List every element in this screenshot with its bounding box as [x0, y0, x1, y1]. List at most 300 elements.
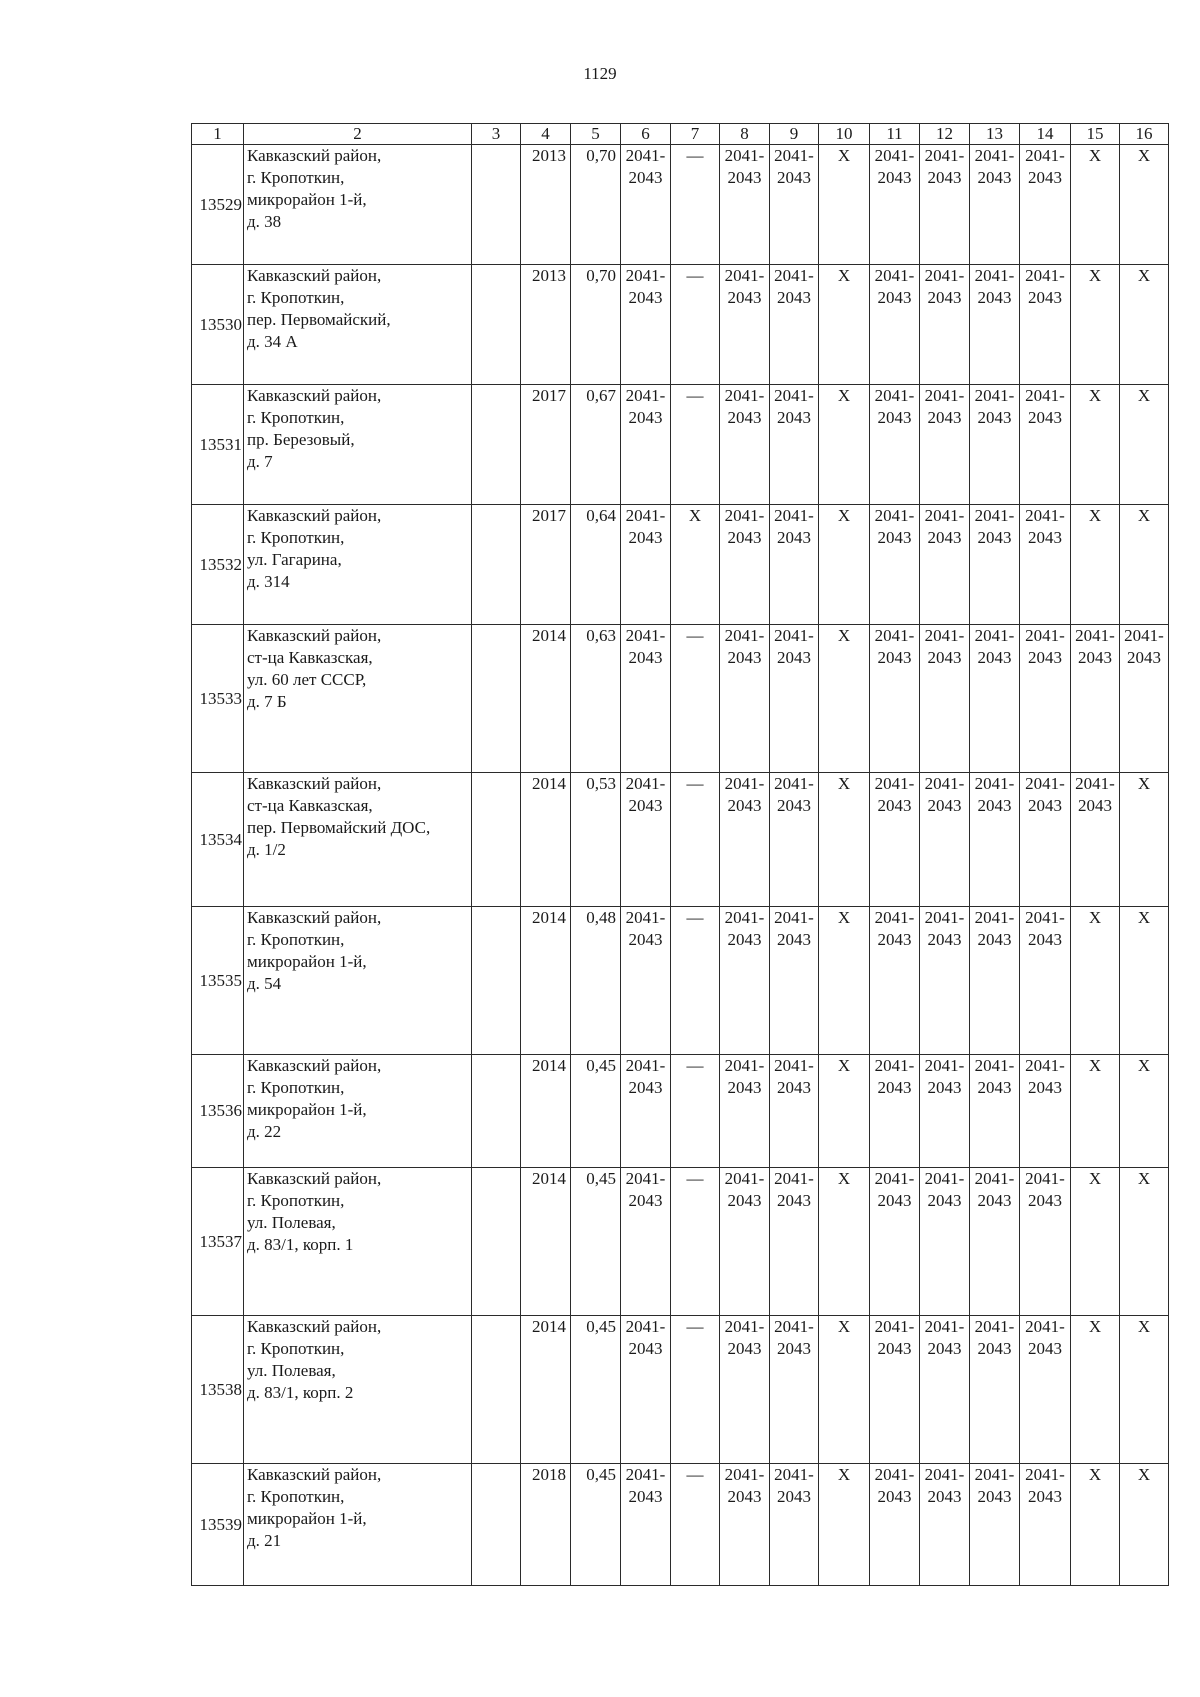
col8-period-line: 2043	[727, 1487, 762, 1506]
col16-value	[1120, 385, 1169, 505]
col8-period-line: 2043	[727, 930, 762, 949]
col13-period-line: 2043	[977, 528, 1012, 547]
address-line: г. Кропоткин,	[247, 168, 345, 187]
col13-period	[970, 1055, 1020, 1168]
table-row	[192, 385, 1169, 505]
col9-period	[770, 1316, 819, 1464]
col11-period-line: 2041-	[874, 1169, 915, 1188]
col13-period-line: 2043	[977, 930, 1012, 949]
col9-period	[770, 505, 819, 625]
record-number: 13532	[192, 505, 244, 625]
col6-period	[621, 505, 671, 625]
col3-value	[472, 625, 521, 773]
col11-period	[870, 145, 920, 265]
address-cell	[244, 145, 472, 265]
column-header: 10	[819, 124, 870, 145]
col14-period-line: 2041-	[1025, 266, 1065, 285]
col6-period-line: 2043	[628, 1339, 663, 1358]
col11-period-line: 2043	[877, 408, 912, 427]
col15-value-line: X	[1088, 1465, 1102, 1484]
column-header: 16	[1120, 124, 1169, 145]
address-line: г. Кропоткин,	[247, 408, 345, 427]
col3-value	[472, 145, 521, 265]
address-line: Кавказский район,	[247, 386, 382, 405]
col9-period-line: 2043	[777, 168, 811, 187]
col9-period-line: 2043	[777, 930, 811, 949]
col13-period	[970, 907, 1020, 1055]
col9-period-line: 2041-	[774, 506, 814, 525]
record-number: 13531	[192, 385, 244, 505]
col9-period-line: 2041-	[774, 1465, 814, 1484]
col3-value	[472, 1316, 521, 1464]
col16-value-line: X	[1137, 386, 1151, 405]
col11-period-line: 2043	[877, 1078, 912, 1097]
col8-period	[720, 1168, 770, 1316]
address-line: Кавказский район,	[247, 1169, 382, 1188]
address-line: микрорайон 1-й,	[247, 190, 367, 209]
address-line: г. Кропоткин,	[247, 528, 345, 547]
col14-period-line: 2041-	[1025, 146, 1065, 165]
col8-period-line: 2041-	[724, 506, 765, 525]
col15-value	[1071, 1316, 1120, 1464]
col6-period-line: 2041-	[625, 1317, 666, 1336]
record-number: 13538	[192, 1316, 244, 1464]
record-number: 13530	[192, 265, 244, 385]
col13-period-line: 2041-	[974, 1056, 1015, 1075]
col13-period-line: 2043	[977, 1339, 1012, 1358]
col8-period-line: 2043	[727, 168, 762, 187]
col6-period	[621, 625, 671, 773]
col13-period-line: 2041-	[974, 1169, 1015, 1188]
col14-period-line: 2041-	[1025, 1465, 1065, 1484]
col6-period-line: 2041-	[625, 1169, 666, 1188]
col15-value	[1071, 505, 1120, 625]
col12-period	[920, 1464, 970, 1586]
col14-period-line: 2043	[1028, 930, 1062, 949]
col12-period-line: 2043	[927, 1487, 962, 1506]
wear-value: 0,45	[571, 1316, 621, 1464]
col15-value	[1071, 1464, 1120, 1586]
col8-period-line: 2041-	[724, 266, 765, 285]
col7-value: —	[671, 1316, 720, 1464]
col15-value-line: X	[1088, 908, 1102, 927]
year-value: 2017	[521, 505, 571, 625]
col7-value: —	[671, 265, 720, 385]
col15-value	[1071, 1168, 1120, 1316]
wear-value: 0,53	[571, 773, 621, 907]
column-header: 1	[192, 124, 244, 145]
column-header: 9	[770, 124, 819, 145]
col3-value	[472, 505, 521, 625]
col13-period	[970, 625, 1020, 773]
col6-period	[621, 907, 671, 1055]
col15-value-line: X	[1088, 266, 1102, 285]
column-header-row	[192, 124, 1169, 145]
col11-period-line: 2043	[877, 288, 912, 307]
col14-period	[1020, 505, 1071, 625]
col15-value	[1071, 773, 1120, 907]
column-header: 5	[571, 124, 621, 145]
address-line: д. 7 Б	[247, 692, 287, 711]
address-line: ст-ца Кавказская,	[247, 648, 373, 667]
col8-period-line: 2041-	[724, 146, 765, 165]
col8-period-line: 2043	[727, 1191, 762, 1210]
column-header: 3	[472, 124, 521, 145]
wear-value: 0,48	[571, 907, 621, 1055]
col8-period-line: 2043	[727, 1339, 762, 1358]
address-line: пер. Первомайский ДОС,	[247, 818, 431, 837]
record-number: 13536	[192, 1055, 244, 1168]
address-line: г. Кропоткин,	[247, 930, 345, 949]
col13-period-line: 2043	[977, 1487, 1012, 1506]
col14-period-line: 2041-	[1025, 774, 1065, 793]
col8-period	[720, 1316, 770, 1464]
col8-period-line: 2041-	[724, 908, 765, 927]
col11-period-line: 2041-	[874, 1317, 915, 1336]
col6-period-line: 2041-	[625, 146, 666, 165]
record-number: 13533	[192, 625, 244, 773]
address-line: д. 38	[247, 212, 282, 231]
col12-period-line: 2043	[927, 408, 962, 427]
address-line: д. 314	[247, 572, 290, 591]
table-row	[192, 907, 1169, 1055]
col13-period	[970, 385, 1020, 505]
col16-value	[1120, 625, 1169, 773]
col11-period-line: 2043	[877, 1339, 912, 1358]
table-row	[192, 145, 1169, 265]
col13-period	[970, 1464, 1020, 1586]
address-line: ул. Полевая,	[247, 1361, 336, 1380]
col14-period	[1020, 1055, 1071, 1168]
year-value: 2018	[521, 1464, 571, 1586]
col11-period-line: 2043	[877, 796, 912, 815]
col9-period	[770, 773, 819, 907]
address-line: д. 7	[247, 452, 273, 471]
address-line: Кавказский район,	[247, 1317, 382, 1336]
address-line: микрорайон 1-й,	[247, 1100, 367, 1119]
table-row	[192, 625, 1169, 773]
column-header: 4	[521, 124, 571, 145]
col11-period-line: 2043	[877, 930, 912, 949]
col15-value-line: X	[1088, 386, 1102, 405]
col16-value-line: X	[1137, 1465, 1151, 1484]
col15-value	[1071, 145, 1120, 265]
col6-period-line: 2043	[628, 168, 663, 187]
column-header: 6	[621, 124, 671, 145]
address-line: ул. 60 лет СССР,	[247, 670, 367, 689]
col14-period	[1020, 1464, 1071, 1586]
col11-period	[870, 1055, 920, 1168]
address-line: пер. Первомайский,	[247, 310, 391, 329]
col16-value	[1120, 1316, 1169, 1464]
col9-period-line: 2043	[777, 796, 811, 815]
col8-period-line: 2041-	[724, 626, 765, 645]
col6-period-line: 2041-	[625, 1056, 666, 1075]
col6-period	[621, 773, 671, 907]
col16-value	[1120, 907, 1169, 1055]
col15-value-line: X	[1088, 146, 1102, 165]
col11-period	[870, 1316, 920, 1464]
col12-period-line: 2043	[927, 288, 962, 307]
col11-period	[870, 385, 920, 505]
col9-period-line: 2041-	[774, 146, 814, 165]
wear-value: 0,67	[571, 385, 621, 505]
col11-period-line: 2041-	[874, 908, 915, 927]
col9-period-line: 2041-	[774, 1056, 814, 1075]
col14-period-line: 2043	[1028, 1078, 1062, 1097]
col11-period-line: 2041-	[874, 1056, 915, 1075]
col11-period-line: 2043	[877, 168, 912, 187]
wear-value: 0,70	[571, 145, 621, 265]
col16-value-line: X	[1137, 774, 1151, 793]
col8-period	[720, 773, 770, 907]
col11-period	[870, 773, 920, 907]
col13-period	[970, 1168, 1020, 1316]
col12-period-line: 2041-	[924, 1317, 965, 1336]
col15-value-line: 2043	[1078, 648, 1112, 667]
col9-period-line: 2041-	[774, 1317, 814, 1336]
col7-value: —	[671, 625, 720, 773]
table-row	[192, 773, 1169, 907]
col3-value	[472, 1168, 521, 1316]
col10-value: X	[819, 1168, 870, 1316]
col10-value: X	[819, 625, 870, 773]
col3-value	[472, 1464, 521, 1586]
col16-value-line: X	[1137, 908, 1151, 927]
col14-period	[1020, 145, 1071, 265]
col13-period-line: 2043	[977, 288, 1012, 307]
col9-period	[770, 265, 819, 385]
col16-value	[1120, 1464, 1169, 1586]
col12-period	[920, 1168, 970, 1316]
col7-value: —	[671, 1464, 720, 1586]
col12-period-line: 2041-	[924, 908, 965, 927]
col11-period	[870, 1464, 920, 1586]
col12-period-line: 2043	[927, 1078, 962, 1097]
col11-period	[870, 1168, 920, 1316]
col16-value	[1120, 1168, 1169, 1316]
col13-period-line: 2041-	[974, 774, 1015, 793]
address-line: Кавказский район,	[247, 908, 382, 927]
col13-period-line: 2043	[977, 408, 1012, 427]
col11-period-line: 2043	[877, 1487, 912, 1506]
col14-period-line: 2043	[1028, 408, 1062, 427]
year-value: 2014	[521, 1055, 571, 1168]
address-cell	[244, 1316, 472, 1464]
col11-period-line: 2041-	[874, 506, 915, 525]
address-cell	[244, 1464, 472, 1586]
col9-period-line: 2043	[777, 648, 811, 667]
col13-period-line: 2041-	[974, 386, 1015, 405]
col14-period-line: 2043	[1028, 1339, 1062, 1358]
column-header: 14	[1020, 124, 1071, 145]
address-cell	[244, 265, 472, 385]
address-line: Кавказский район,	[247, 1465, 382, 1484]
page-number: 1129	[583, 64, 617, 83]
col14-period-line: 2041-	[1025, 908, 1065, 927]
col6-period-line: 2041-	[625, 908, 666, 927]
col6-period-line: 2041-	[625, 774, 666, 793]
col13-period-line: 2041-	[974, 146, 1015, 165]
col10-value: X	[819, 773, 870, 907]
col9-period	[770, 1464, 819, 1586]
address-line: д. 21	[247, 1531, 282, 1550]
column-header: 12	[920, 124, 970, 145]
col12-period-line: 2041-	[924, 626, 965, 645]
column-header: 11	[870, 124, 920, 145]
col13-period	[970, 145, 1020, 265]
col14-period	[1020, 625, 1071, 773]
column-header: 2	[244, 124, 472, 145]
col15-value	[1071, 907, 1120, 1055]
address-line: д. 83/1, корп. 2	[247, 1383, 354, 1402]
col13-period-line: 2043	[977, 1078, 1012, 1097]
col13-period-line: 2041-	[974, 908, 1015, 927]
col6-period	[621, 265, 671, 385]
col3-value	[472, 1055, 521, 1168]
col13-period	[970, 1316, 1020, 1464]
col12-period	[920, 1055, 970, 1168]
col8-period	[720, 907, 770, 1055]
record-number: 13529	[192, 145, 244, 265]
col11-period-line: 2043	[877, 528, 912, 547]
col7-value: —	[671, 773, 720, 907]
col8-period	[720, 145, 770, 265]
col13-period-line: 2041-	[974, 266, 1015, 285]
col3-value	[472, 907, 521, 1055]
col16-value-line: X	[1137, 146, 1151, 165]
address-line: Кавказский район,	[247, 146, 382, 165]
year-value: 2013	[521, 265, 571, 385]
col8-period-line: 2041-	[724, 774, 765, 793]
col14-period-line: 2041-	[1025, 506, 1065, 525]
col14-period-line: 2041-	[1025, 626, 1065, 645]
col13-period-line: 2043	[977, 796, 1012, 815]
address-cell	[244, 385, 472, 505]
table-body	[192, 124, 1169, 1586]
col16-value	[1120, 505, 1169, 625]
col12-period-line: 2041-	[924, 266, 965, 285]
col11-period-line: 2041-	[874, 1465, 915, 1484]
col10-value: X	[819, 1316, 870, 1464]
wear-value: 0,45	[571, 1464, 621, 1586]
col15-value-line: 2041-	[1075, 626, 1115, 645]
address-line: ст-ца Кавказская,	[247, 796, 373, 815]
col13-period-line: 2041-	[974, 1465, 1015, 1484]
col15-value	[1071, 265, 1120, 385]
col9-period	[770, 907, 819, 1055]
col12-period	[920, 1316, 970, 1464]
address-line: г. Кропоткин,	[247, 288, 345, 307]
wear-value: 0,70	[571, 265, 621, 385]
col14-period-line: 2043	[1028, 288, 1062, 307]
col10-value: X	[819, 145, 870, 265]
col6-period-line: 2043	[628, 648, 663, 667]
year-value: 2014	[521, 773, 571, 907]
address-cell	[244, 907, 472, 1055]
record-number: 13535	[192, 907, 244, 1055]
col12-period-line: 2043	[927, 1191, 962, 1210]
col10-value: X	[819, 907, 870, 1055]
col6-period	[621, 1168, 671, 1316]
col11-period	[870, 265, 920, 385]
table-row	[192, 265, 1169, 385]
table-row	[192, 1464, 1169, 1586]
col11-period-line: 2041-	[874, 774, 915, 793]
address-line: ул. Полевая,	[247, 1213, 336, 1232]
col6-period-line: 2043	[628, 1487, 663, 1506]
col11-period-line: 2041-	[874, 146, 915, 165]
address-line: д. 1/2	[247, 840, 286, 859]
col13-period-line: 2043	[977, 168, 1012, 187]
col7-value: —	[671, 145, 720, 265]
col6-period	[621, 1055, 671, 1168]
col6-period-line: 2043	[628, 528, 663, 547]
col8-period-line: 2043	[727, 528, 762, 547]
col15-value	[1071, 385, 1120, 505]
col7-value: —	[671, 907, 720, 1055]
col12-period	[920, 625, 970, 773]
col7-value: —	[671, 1168, 720, 1316]
col11-period	[870, 505, 920, 625]
col16-value-line: X	[1137, 1169, 1151, 1188]
col14-period	[1020, 265, 1071, 385]
col14-period	[1020, 1168, 1071, 1316]
col8-period-line: 2041-	[724, 1169, 765, 1188]
col16-value	[1120, 265, 1169, 385]
col13-period-line: 2041-	[974, 506, 1015, 525]
col12-period	[920, 505, 970, 625]
registry-table	[191, 123, 1169, 1586]
address-line: пр. Березовый,	[247, 430, 355, 449]
col8-period-line: 2043	[727, 796, 762, 815]
col9-period-line: 2043	[777, 288, 811, 307]
address-cell	[244, 625, 472, 773]
col7-value: —	[671, 1055, 720, 1168]
col13-period-line: 2043	[977, 1191, 1012, 1210]
col11-period-line: 2041-	[874, 266, 915, 285]
col8-period-line: 2041-	[724, 386, 765, 405]
col8-period	[720, 1464, 770, 1586]
col12-period-line: 2041-	[924, 506, 965, 525]
col7-value: —	[671, 385, 720, 505]
col9-period	[770, 1055, 819, 1168]
col12-period-line: 2041-	[924, 1056, 965, 1075]
wear-value: 0,45	[571, 1168, 621, 1316]
col6-period-line: 2041-	[625, 1465, 666, 1484]
col10-value: X	[819, 265, 870, 385]
column-header: 7	[671, 124, 720, 145]
col6-period-line: 2041-	[625, 266, 666, 285]
wear-value: 0,64	[571, 505, 621, 625]
col13-period-line: 2043	[977, 648, 1012, 667]
col16-value	[1120, 1055, 1169, 1168]
col6-period-line: 2043	[628, 408, 663, 427]
col9-period-line: 2043	[777, 1339, 811, 1358]
col8-period-line: 2043	[727, 1078, 762, 1097]
col8-period	[720, 1055, 770, 1168]
col8-period-line: 2043	[727, 648, 762, 667]
col11-period	[870, 907, 920, 1055]
col8-period-line: 2041-	[724, 1056, 765, 1075]
col9-period-line: 2041-	[774, 626, 814, 645]
col8-period	[720, 265, 770, 385]
address-line: Кавказский район,	[247, 506, 382, 525]
col14-period-line: 2041-	[1025, 1056, 1065, 1075]
col9-period-line: 2043	[777, 528, 811, 547]
col9-period-line: 2041-	[774, 266, 814, 285]
col12-period	[920, 385, 970, 505]
